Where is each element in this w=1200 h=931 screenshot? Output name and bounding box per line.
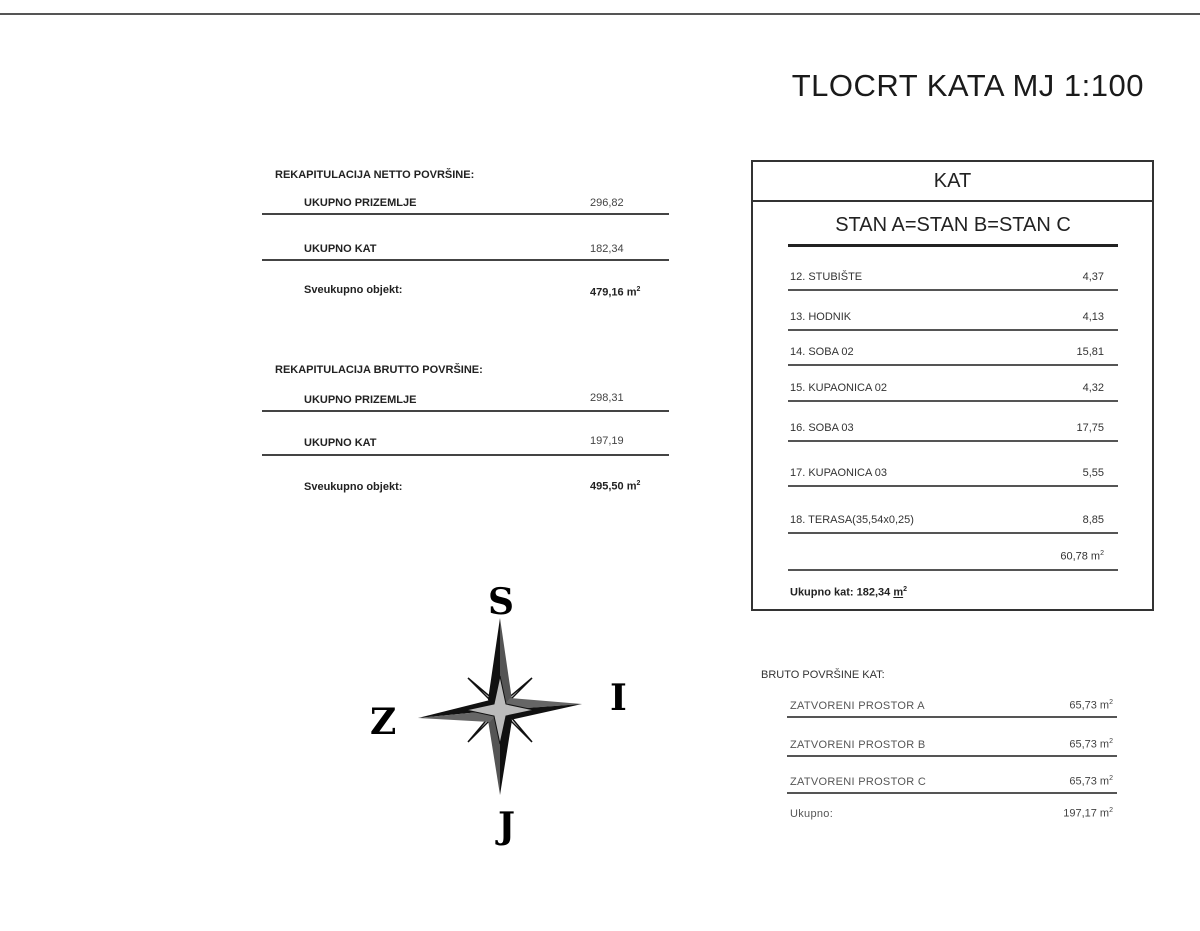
room-area: 17,75 <box>1076 422 1104 434</box>
netto-row-value: 182,34 <box>590 243 624 255</box>
compass-north: S <box>488 581 514 623</box>
netto-total-label: Sveukupno objekt: <box>304 284 403 296</box>
bruto-kat-heading: BRUTO POVRŠINE KAT: <box>761 669 885 681</box>
room-label: 13. HODNIK <box>790 311 852 323</box>
table-row <box>788 299 1118 331</box>
subheader-underline <box>788 244 1118 247</box>
bruto-total-label: Ukupno: <box>790 808 834 820</box>
netto-heading: REKAPITULACIJA NETTO POVRŠINE: <box>275 169 475 181</box>
divider <box>262 454 669 456</box>
room-area: 4,32 <box>1082 382 1104 394</box>
netto-row-value: 296,82 <box>590 197 624 209</box>
list-item-total <box>787 800 1117 824</box>
room-label: 17. KUPAONICA 03 <box>790 467 888 479</box>
compass-east: I <box>610 677 627 719</box>
space-area: 65,73 $m^2$ <box>1069 775 1113 788</box>
room-area: 8,85 <box>1082 514 1104 526</box>
room-label: 14. SOBA 02 <box>790 346 854 358</box>
compass-south: J <box>498 805 516 847</box>
room-area: 4,13 <box>1082 311 1104 323</box>
divider <box>262 213 669 215</box>
room-label: 15. KUPAONICA 02 <box>790 382 888 394</box>
kat-total: Ukupno kat: 182,34 $m^2$ <box>790 586 908 599</box>
room-label: 16. SOBA 03 <box>790 422 854 434</box>
space-area: 65,73 $m^2$ <box>1069 738 1113 751</box>
netto-row-label: UKUPNO KAT <box>304 243 377 255</box>
space-label: ZATVORENI PROSTOR B <box>790 739 926 751</box>
brutto-total-label: Sveukupno objekt: <box>304 481 403 493</box>
list-item <box>787 731 1117 757</box>
kat-table-header: KAT <box>753 162 1152 202</box>
brutto-heading: REKAPITULACIJA BRUTTO POVRŠINE: <box>275 364 483 376</box>
compass-west: Z <box>370 701 397 743</box>
table-row <box>788 334 1118 366</box>
brutto-row-label: UKUPNO KAT <box>304 437 377 449</box>
netto-row-label: UKUPNO PRIZEMLJE <box>304 197 417 209</box>
table-row <box>788 455 1118 487</box>
room-area: 4,37 <box>1082 271 1104 283</box>
kat-table <box>751 160 1154 611</box>
table-row <box>788 370 1118 402</box>
compass-rose-icon <box>360 570 650 850</box>
kat-table-subheader: STAN A=STAN B=STAN C <box>835 214 1071 236</box>
space-label: ZATVORENI PROSTOR C <box>790 776 927 788</box>
brutto-row-label: UKUPNO PRIZEMLJE <box>304 394 417 406</box>
table-row-sum <box>788 539 1118 571</box>
list-item <box>787 768 1117 794</box>
top-border-line <box>0 13 1200 15</box>
table-row <box>788 259 1118 291</box>
divider <box>262 410 669 412</box>
list-item <box>787 692 1117 718</box>
brutto-row-value: 197,19 <box>590 435 624 447</box>
room-area: 5,55 <box>1082 467 1104 479</box>
table-row <box>788 502 1118 534</box>
divider <box>262 259 669 261</box>
space-label: ZATVORENI PROSTOR A <box>790 700 925 712</box>
brutto-total-value: 495,50 $m^2$ <box>590 480 641 493</box>
room-label: 18. TERASA(35,54x0,25) <box>790 514 914 526</box>
table-row <box>788 410 1118 442</box>
room-area: 15,81 <box>1076 346 1104 358</box>
rooms-sum: 60,78 $m^2$ <box>1060 550 1104 563</box>
brutto-row-value: 298,31 <box>590 392 624 404</box>
space-area: 65,73 $m^2$ <box>1069 699 1113 712</box>
netto-total-value: 479,16 $m^2$ <box>590 286 641 299</box>
page-title: TLOCRT KATA MJ 1:100 <box>791 68 1144 103</box>
bruto-total-value: 197,17 $m^2$ <box>1063 807 1113 820</box>
room-label: 12. STUBIŠTE <box>790 271 863 283</box>
